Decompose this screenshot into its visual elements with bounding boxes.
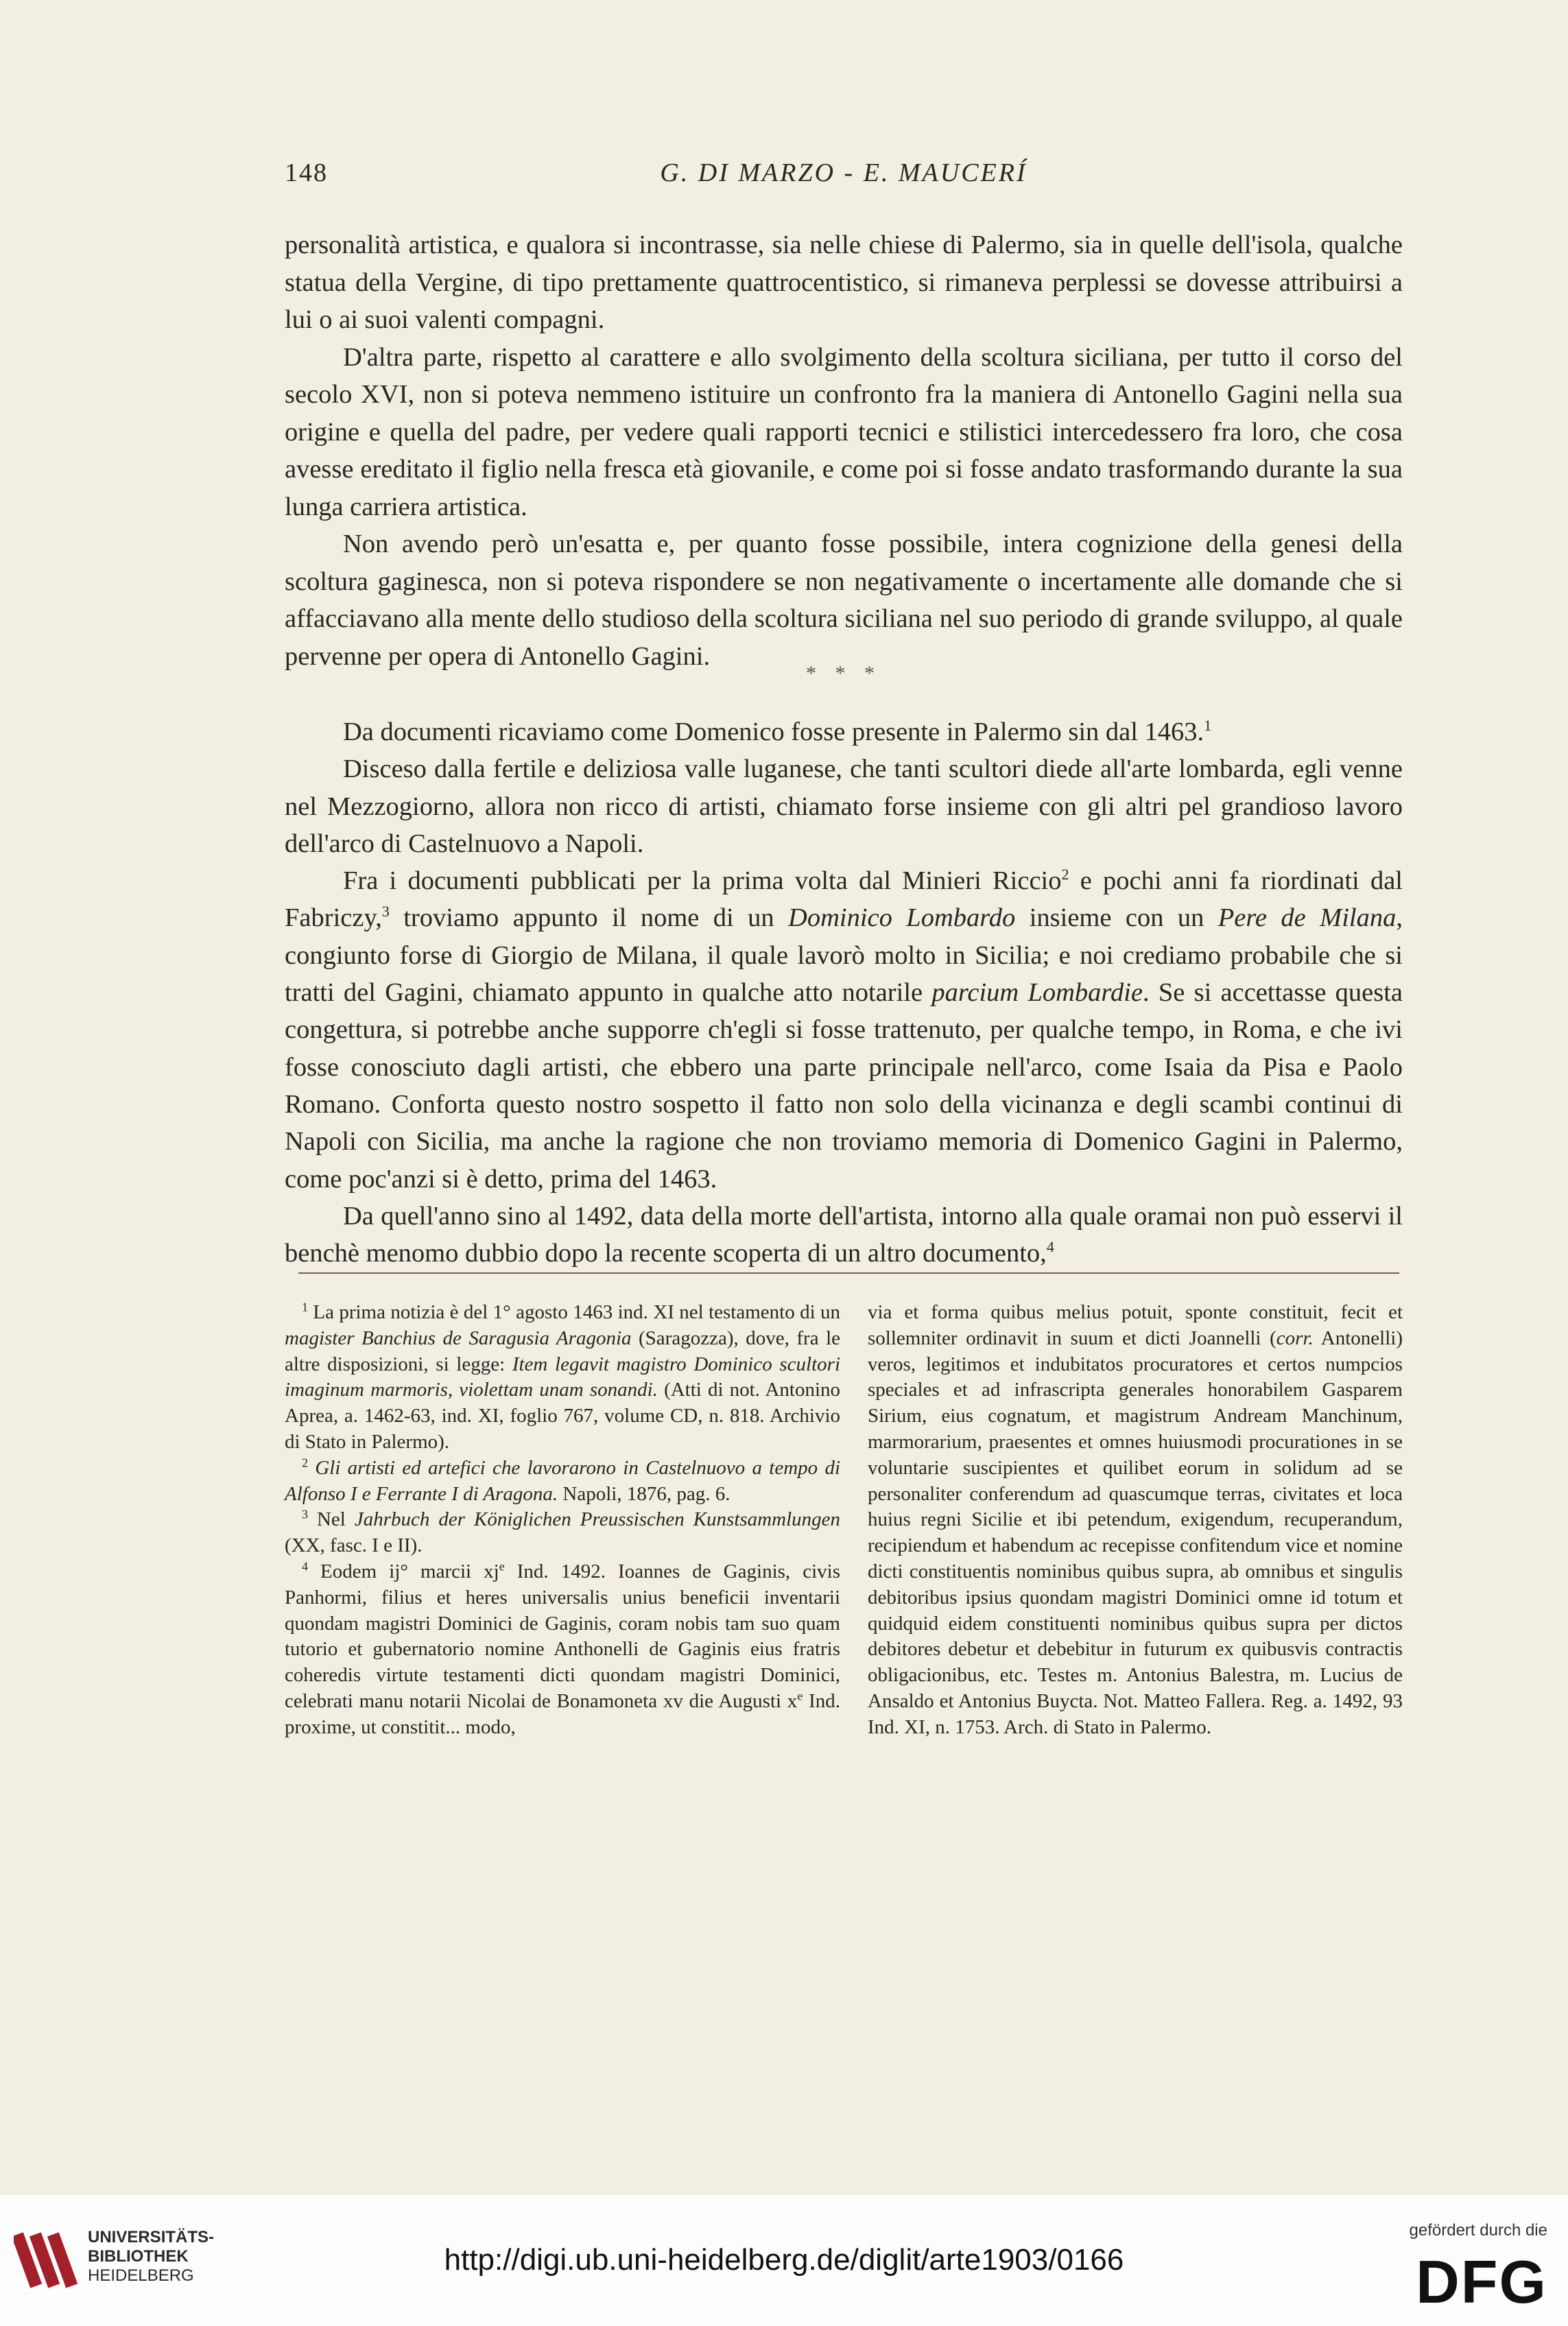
paragraph: Non avendo però un'esatta e, per quanto fosse possibile, intera cognizione della genesi della scoltura gaginesca, non si poteva rispondere se non negativamente o incertamente alle domande che si affacciavano alla mente dello studioso della scoltura siciliana nel suo periodo di grande sviluppo, al quale pervenne per opera di Antonello Gagini. — [285, 530, 1403, 671]
italic-run: magister Banchius de Saragusia Aragonia — [285, 1327, 632, 1349]
footnote-number: 2 — [302, 1456, 308, 1470]
footnote-number: 3 — [302, 1507, 308, 1521]
library-name-line: HEIDELBERG — [88, 2266, 194, 2285]
running-head: G. DI MARZO - E. MAUCERÍ — [660, 158, 1027, 187]
text-run: insieme con un — [1015, 903, 1218, 933]
italic-run: Item legavit magistro Dominico scultori imaginum marmoris, violettam unam sonandi. — [285, 1353, 840, 1401]
footnotes-left-column — [285, 1300, 840, 1741]
text-run: via et forma quibus melius potuit, sponte constituit, fecit et sollemniter ordinavit in suum et dicti Joannelli ( — [868, 1301, 1403, 1349]
library-name-line: UNIVERSITÄTS- — [88, 2228, 215, 2246]
text-run: (XX, fasc. I e II). — [285, 1534, 423, 1557]
footnote-number: 1 — [302, 1300, 308, 1314]
footnote-ref[interactable]: 1 — [1204, 717, 1212, 735]
italic-run: corr. — [1276, 1327, 1314, 1349]
text-run: Nel — [308, 1508, 355, 1531]
italic-run: Gli artisti ed artefici che lavorarono in Castelnuovo a tempo di Alfonso I e Ferrante I di Aragona. — [285, 1456, 841, 1505]
footnotes-right-column — [868, 1300, 1403, 1741]
page-header — [285, 158, 1403, 199]
paragraph: Disceso dalla fertile e deliziosa valle luganese, che tanti scultori diede all'arte lombarda, egli venne nel Mezzogiorno, allora non ricco di artisti, chiamato forse insieme con gli altri pel grandioso lavoro dell'arco di Castelnuovo a Napoli. — [285, 755, 1403, 858]
footnote-2 — [285, 1456, 840, 1508]
text-run: (Saragozza), dove, fra le altre disposizioni, si legge: — [285, 1327, 840, 1375]
footnote-number: 4 — [302, 1559, 308, 1574]
text-run: La prima notizia è del 1° agosto 1463 ind. XI nel testamento di un — [308, 1301, 840, 1323]
section-separator: * * * — [806, 662, 881, 685]
text-run: , non si poteva nemmeno istituire un confronto fra la maniera di Antonello Gagini nella sua origine e quella del padre, per vedere quali rapporti tecnici e stilistici intercedessero fra loro, che cosa avesse ereditato il figlio nella fresca età giovanile, e come poi si fosse andato trasformando durante la sua lunga carriera artistica. — [285, 380, 1403, 521]
text-run: Eodem ij° marcii xj — [308, 1560, 499, 1582]
century-numeral: XVI — [361, 380, 408, 409]
text-run: D'altra parte, rispetto al carattere e allo svolgimento della scoltura siciliana, per tutto il corso del secolo — [285, 342, 1403, 409]
digitization-footer — [0, 2195, 1568, 2326]
library-name-line: BIBLIOTHEK — [88, 2247, 189, 2266]
body-text-section-1 — [285, 226, 1403, 675]
text-run: Antonelli) veros, legitimos et indubitatos procuratores et certos numpcios speciales et ad infrascripta generales honorabilem Gasparem Sirium, eius cognatum, et magistrum Andream Manchinum, marmorarium, praesentes et omnes huiusmodi procurationes in se voluntarie suscipientes et quilibet eorum in solidum ad se personaliter conferendum ad quascumque terras, civitates et loca huius regni Sicilie et ibi petendum, exigendum, recuperandum, recipiendum et habendum ac recepisse confitendum vice et nomine dicti constituentis nominibus quibus supra, ab omnibus et singulis debitoribus ipsius quondam magistri Dominici omne id totum et quidquid eidem constituenti nominibus quibus supra per dictos debitores debetur et debebitur in futurum ex quibusvis contractis obligacionibus, etc. Testes m. Antonius Balestra, m. Lucius de Ansaldo et Antonius Buycta. Not. Matteo Fallera. Reg. a. 1492, 93 Ind. XI, n. 1753. Arch. di Stato in Palermo. — [868, 1327, 1403, 1738]
page-number: 148 — [285, 158, 328, 187]
body-text-section-2 — [285, 713, 1403, 1272]
text-run: Napoli, 1876, pag. 6. — [558, 1482, 730, 1505]
footnote-rule — [298, 1272, 1399, 1274]
italic-name: Pere de Milana — [1217, 903, 1397, 933]
italic-phrase: parcium Lombardie — [931, 978, 1143, 1008]
paragraph — [285, 862, 1403, 1198]
text-run: (Atti di not. Antonino Aprea, a. 1462-63, ind. XI, foglio 767, volume CD, n. 818. Archivio di Stato in Palermo). — [285, 1379, 840, 1453]
paragraph — [285, 339, 1403, 526]
permalink-url[interactable]: http://digi.ub.uni-heidelberg.de/diglit/arte1903/0166 — [444, 2243, 1124, 2277]
footnote-4 — [285, 1559, 840, 1741]
superscript: e — [499, 1559, 505, 1574]
text-run: Da documenti ricaviamo come Domenico fosse presente in Palermo sin dal 1463. — [343, 717, 1204, 746]
text-run: , congiunto forse di Giorgio de Milana, il quale lavorò molto in Sicilia; e noi crediamo probabile che si tratti del Gagini, chiamato appunto in qualche atto notarile — [285, 903, 1403, 1008]
text-run: e pochi anni fa riordinati dal Fabriczy, — [285, 866, 1403, 933]
text-run: troviamo appunto il nome di un — [389, 903, 789, 933]
paragraph — [285, 713, 1403, 750]
funded-by-label: gefördert durch die — [1409, 2221, 1547, 2240]
superscript: e — [797, 1689, 803, 1703]
paragraph: personalità artistica, e qualora si incontrasse, sia nelle chiese di Palermo, sia in quelle dell'isola, qualche statua della Vergine, di tipo prettamente quattrocentistico, si rimaneva perplessi se dovesse attribuirsi a lui o ai suoi valenti compagni. — [285, 230, 1403, 334]
dfg-logo: DFG — [1416, 2248, 1547, 2316]
footnote-ref[interactable]: 4 — [1046, 1238, 1054, 1256]
italic-name: Dominico Lombardo — [788, 903, 1016, 933]
footnote-4-continued — [868, 1300, 1403, 1741]
footnote-ref[interactable]: 2 — [1061, 866, 1069, 883]
text-run: . Se si accettasse questa congettura, si potrebbe anche supporre ch'egli si fosse trattenuto, per qualche tempo, in Roma, e che ivi fosse conosciuto dagli artisti, che ebbero una parte principale nell'arco, come Isaia da Pisa e Paolo Romano. Conforta questo nostro sospetto il fatto non solo della vicinanza e degli scambi continui di Napoli con Sicilia, ma anche la ragione che non troviamo memoria di Domenico Gagini in Palermo, come poc'anzi si è detto, prima del 1463. — [285, 978, 1403, 1194]
paragraph — [285, 1198, 1403, 1272]
italic-run: Jahrbuch der Königlichen Preussischen Kunstsammlungen — [354, 1508, 840, 1531]
text-run: Fra i documenti pubblicati per la prima volta dal Minieri Riccio — [343, 866, 1062, 896]
text-run: Ind. proxime, ut constitit... modo, — [285, 1689, 840, 1738]
footnote-ref[interactable]: 3 — [381, 903, 390, 921]
text-run: Da quell'anno sino al 1492, data della morte dell'artista, intorno alla quale oramai non può esservi il benchè menomo dubbio dopo la recente scoperta di un altro documento, — [285, 1201, 1403, 1268]
footnote-1 — [285, 1300, 840, 1456]
footnote-3 — [285, 1507, 840, 1559]
text-run: Ind. 1492. Ioannes de Gaginis, civis Panhormi, filius et heres universalis unius beneficii inventarii quondam magistri Dominici de Gaginis, coram nobis tam suo quam tutorio et gubernatorio nomine Anthonelli de Gaginis eius fratris coheredis virtute testamenti dicti quondam magistri Dominici, celebrati manu notarii Nicolai de Bonamoneta xv die Augusti x — [285, 1560, 841, 1712]
